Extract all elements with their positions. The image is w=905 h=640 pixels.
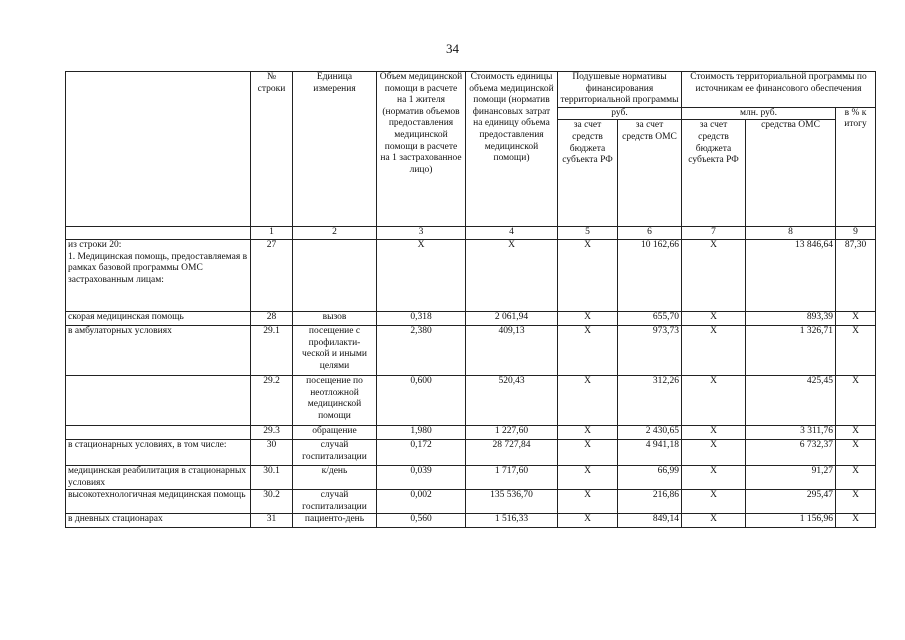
row-percent: X: [836, 439, 876, 465]
row-total-oms: 893,39: [746, 311, 836, 325]
row-total-oms: 91,27: [746, 465, 836, 489]
table-row: [66, 490, 876, 514]
row-line-number: 27: [251, 239, 293, 311]
header-name-cell: [66, 72, 251, 227]
row-line-number: 30.2: [251, 490, 293, 514]
row-unit: посещение с профилакти-ческой и иными целями: [293, 325, 377, 375]
row-total-budget: X: [682, 439, 746, 465]
row-total-oms: 425,45: [746, 375, 836, 425]
row-name-cell: скорая медицинская помощь: [66, 311, 251, 325]
header-per-capita: Подушевые нормативы финансирования территориальной программы: [558, 72, 682, 108]
header-budget-mln: за счет средств бюджета субъекта РФ: [682, 120, 746, 227]
row-total-budget: X: [682, 465, 746, 489]
row-total-oms: 1 156,96: [746, 514, 836, 528]
row-unit: вызов: [293, 311, 377, 325]
row-per-capita-oms: 312,26: [618, 375, 682, 425]
row-per-capita-budget: X: [558, 425, 618, 439]
row-unit: к/день: [293, 465, 377, 489]
row-line-number: 31: [251, 514, 293, 528]
column-number: 6: [618, 227, 682, 240]
row-volume: 0,172: [377, 439, 466, 465]
row-per-capita-budget: X: [558, 465, 618, 489]
column-number: 8: [746, 227, 836, 240]
row-unit: случай госпитализации: [293, 490, 377, 514]
row-total-budget: X: [682, 425, 746, 439]
row-total-budget: X: [682, 239, 746, 311]
row-percent: X: [836, 311, 876, 325]
row-per-capita-oms: 655,70: [618, 311, 682, 325]
row-per-capita-budget: X: [558, 514, 618, 528]
table-row: [66, 439, 876, 465]
row-percent: X: [836, 375, 876, 425]
table-row: [66, 514, 876, 528]
row-per-capita-budget: X: [558, 375, 618, 425]
row-volume: 0,002: [377, 490, 466, 514]
table-row: [66, 325, 876, 375]
row-unit: [293, 239, 377, 311]
row-line-number: 29.1: [251, 325, 293, 375]
row-unit: случай госпитализации: [293, 439, 377, 465]
table-row: [66, 425, 876, 439]
row-name-cell: [66, 425, 251, 439]
row-volume: 1,980: [377, 425, 466, 439]
row-unit-cost: 2 061,94: [466, 311, 558, 325]
column-number-blank: [66, 227, 251, 240]
row-total-oms: 13 846,64: [746, 239, 836, 311]
row-total-oms: 295,47: [746, 490, 836, 514]
header-total-cost: Стоимость территориальной программы по источникам ее финансового обеспечения: [682, 72, 876, 108]
row-unit-cost: 409,13: [466, 325, 558, 375]
row-per-capita-budget: X: [558, 325, 618, 375]
row-per-capita-budget: X: [558, 439, 618, 465]
page-number: 34: [446, 41, 459, 56]
row-volume: 0,318: [377, 311, 466, 325]
row-percent: X: [836, 490, 876, 514]
row-per-capita-oms: 973,73: [618, 325, 682, 375]
table-row: [66, 239, 876, 311]
row-total-budget: X: [682, 375, 746, 425]
row-line-number: 29.2: [251, 375, 293, 425]
row-total-oms: 3 311,76: [746, 425, 836, 439]
header-budget-rub: за счет средств бюджета субъекта РФ: [558, 120, 618, 227]
row-per-capita-budget: X: [558, 311, 618, 325]
row-line-number: 30: [251, 439, 293, 465]
row-unit-cost: 520,43: [466, 375, 558, 425]
row-percent: X: [836, 325, 876, 375]
row-unit: обращение: [293, 425, 377, 439]
row-per-capita-oms: 849,14: [618, 514, 682, 528]
financing-table: [65, 71, 876, 528]
row-per-capita-budget: X: [558, 490, 618, 514]
row-per-capita-oms: 66,99: [618, 465, 682, 489]
header-row-no: № строки: [251, 72, 293, 227]
row-percent: X: [836, 465, 876, 489]
row-total-budget: X: [682, 311, 746, 325]
row-volume: 0,039: [377, 465, 466, 489]
column-number: 7: [682, 227, 746, 240]
row-percent: X: [836, 514, 876, 528]
row-unit-cost: 1 516,33: [466, 514, 558, 528]
row-total-budget: X: [682, 490, 746, 514]
row-name-cell: в дневных стационарах: [66, 514, 251, 528]
row-unit-cost: 28 727,84: [466, 439, 558, 465]
row-name-cell: [66, 375, 251, 425]
row-name-cell: из строки 20: 1. Медицинская помощь, предоставляемая в рамках базовой программы ОМС застрахованным лицам:: [66, 239, 251, 311]
header-unit-cost: Стоимость единицы объема медицинской помощи (норматив финансовых затрат на единицу объема предоставления медицинской помощи): [466, 72, 558, 227]
column-number: 2: [293, 227, 377, 240]
column-number: 3: [377, 227, 466, 240]
column-number: 9: [836, 227, 876, 240]
row-unit-cost: 135 536,70: [466, 490, 558, 514]
row-name-cell: медицинская реабилитация в стационарных условиях: [66, 465, 251, 489]
row-unit-cost: 1 717,60: [466, 465, 558, 489]
row-total-budget: X: [682, 325, 746, 375]
row-unit-cost: X: [466, 239, 558, 311]
row-line-number: 28: [251, 311, 293, 325]
row-per-capita-oms: 216,86: [618, 490, 682, 514]
header-row-1: [66, 72, 876, 108]
header-unit: Единица измерения: [293, 72, 377, 227]
header-oms-rub: за счет средств ОМС: [618, 120, 682, 227]
row-per-capita-budget: X: [558, 239, 618, 311]
row-name-cell: высокотехнологичная медицинская помощь: [66, 490, 251, 514]
row-volume: 0,560: [377, 514, 466, 528]
row-per-capita-oms: 2 430,65: [618, 425, 682, 439]
row-total-budget: X: [682, 514, 746, 528]
row-line-number: 30.1: [251, 465, 293, 489]
row-percent: 87,30: [836, 239, 876, 311]
row-line-number: 29.3: [251, 425, 293, 439]
column-numbers-row: [66, 227, 876, 240]
row-volume: X: [377, 239, 466, 311]
row-unit-cost: 1 227,60: [466, 425, 558, 439]
header-volume: Объем медицинской помощи в расчете на 1 жителя (норматив объемов предоставления медицинской помощи в расчете на 1 застрахованное лицо): [377, 72, 466, 227]
table-row: [66, 465, 876, 489]
header-pct: в % к итогу: [836, 107, 876, 227]
column-number: 5: [558, 227, 618, 240]
row-total-oms: 6 732,37: [746, 439, 836, 465]
row-per-capita-oms: 4 941,18: [618, 439, 682, 465]
row-percent: X: [836, 425, 876, 439]
table-row: [66, 311, 876, 325]
row-unit: посещение по неотложной медицинской помощи: [293, 375, 377, 425]
row-unit: пациенто-день: [293, 514, 377, 528]
row-volume: 2,380: [377, 325, 466, 375]
column-number: 1: [251, 227, 293, 240]
header-mln-rub: млн. руб.: [682, 107, 836, 120]
header-rub: руб.: [558, 107, 682, 120]
row-per-capita-oms: 10 162,66: [618, 239, 682, 311]
row-name-cell: в стационарных условиях, в том числе:: [66, 439, 251, 465]
column-number: 4: [466, 227, 558, 240]
row-name-cell: в амбулаторных условиях: [66, 325, 251, 375]
row-volume: 0,600: [377, 375, 466, 425]
table-body: [66, 72, 876, 528]
row-total-oms: 1 326,71: [746, 325, 836, 375]
header-oms-mln: средства ОМС: [746, 120, 836, 227]
table-row: [66, 375, 876, 425]
